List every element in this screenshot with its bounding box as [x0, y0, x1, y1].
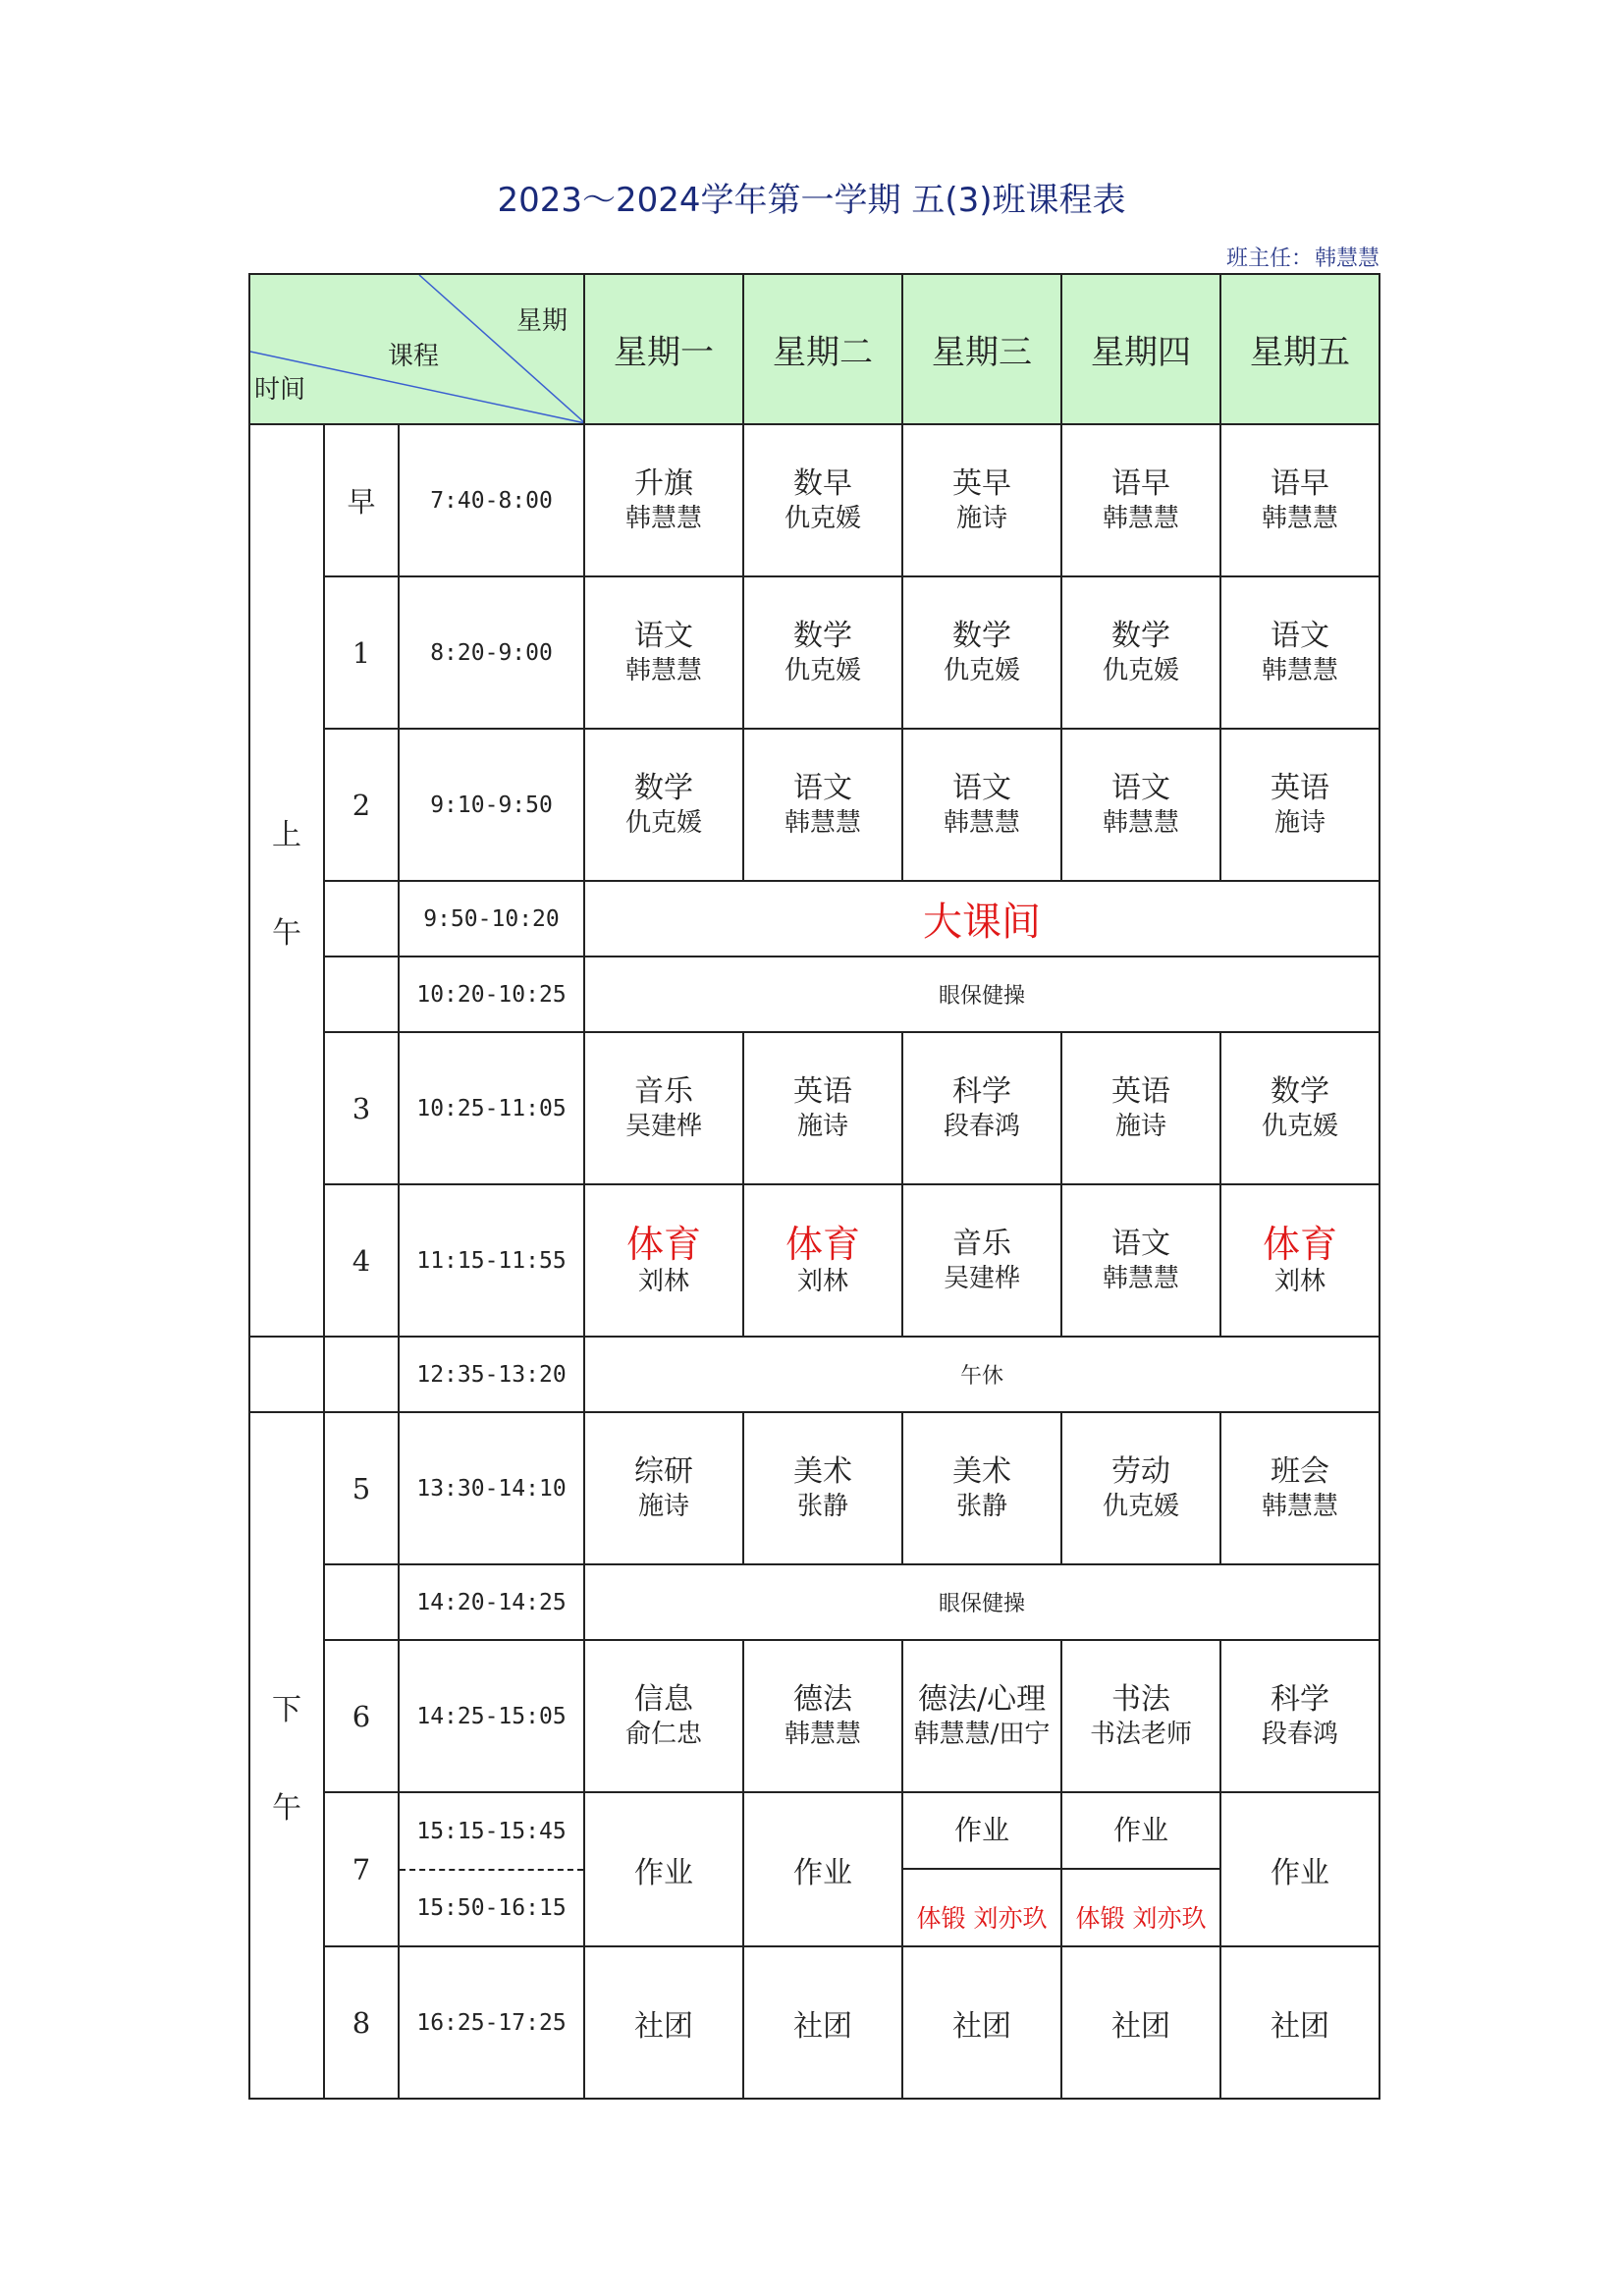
eye-exercise-cell: 眼保健操	[584, 957, 1380, 1032]
class-cell: 综研 施诗	[584, 1412, 743, 1564]
table-row	[249, 1412, 1380, 1564]
class-cell: 语文 韩慧慧	[1220, 576, 1380, 729]
period-time: 15:50-16:15	[416, 1894, 567, 1921]
corner-time-label: 时间	[254, 375, 306, 405]
table-row	[249, 729, 1380, 881]
period-time: 14:25-15:05	[399, 1640, 584, 1792]
period-number: 8	[324, 1946, 399, 2099]
homework-cell: 作业	[584, 1792, 743, 1946]
period-time: 11:15-11:55	[399, 1184, 584, 1337]
period-time: 15:15-15:45	[400, 1794, 583, 1871]
table-row	[249, 1564, 1380, 1640]
club-cell: 社团	[584, 1946, 743, 2099]
noon-break-cell: 午休	[584, 1337, 1380, 1412]
split-cell	[1061, 1792, 1220, 1946]
homework-cell: 作业	[743, 1792, 902, 1946]
class-cell: 体育 刘林	[1220, 1184, 1380, 1337]
table-row	[249, 1792, 1380, 1946]
table-row	[249, 1946, 1380, 2099]
headteacher-label: 班主任：	[1225, 246, 1313, 271]
period-time: 9:10-9:50	[399, 729, 584, 881]
class-cell: 数学 仇克媛	[743, 576, 902, 729]
table-row	[249, 1184, 1380, 1337]
class-cell: 语文 韩慧慧	[743, 729, 902, 881]
period-time: 8:20-9:00	[399, 576, 584, 729]
class-cell: 体育 刘林	[743, 1184, 902, 1337]
class-cell: 体育 刘林	[584, 1184, 743, 1337]
class-cell: 数学 仇克媛	[1220, 1032, 1380, 1184]
page-title: 2023～2024学年第一学期 五(3)班课程表	[497, 181, 1126, 220]
schedule-table	[248, 273, 1380, 2100]
eye-exercise-cell: 眼保健操	[584, 1564, 1380, 1640]
period-time: 12:35-13:20	[399, 1337, 584, 1412]
morning-label: 上 午	[249, 424, 324, 1337]
period-time: 7:40-8:00	[399, 424, 584, 576]
table-row	[249, 1337, 1380, 1412]
class-cell: 德法 韩慧慧	[743, 1640, 902, 1792]
class-cell: 语文 韩慧慧	[1061, 1184, 1220, 1337]
class-cell: 德法/心理 韩慧慧/田宁	[902, 1640, 1061, 1792]
day-header: 星期四	[1061, 274, 1220, 424]
class-cell: 科学 段春鸿	[902, 1032, 1061, 1184]
class-cell: 数早 仇克媛	[743, 424, 902, 576]
corner-cell	[249, 274, 584, 424]
class-cell: 音乐 吴建桦	[584, 1032, 743, 1184]
table-row	[249, 1640, 1380, 1792]
day-header: 星期二	[743, 274, 902, 424]
homework-cell: 作业	[903, 1793, 1060, 1870]
table-row	[249, 576, 1380, 729]
day-header: 星期三	[902, 274, 1061, 424]
class-cell: 信息 俞仁忠	[584, 1640, 743, 1792]
class-cell: 语早 韩慧慧	[1220, 424, 1380, 576]
homework-cell: 作业	[1220, 1792, 1380, 1946]
table-row	[249, 881, 1380, 957]
club-cell: 社团	[1220, 1946, 1380, 2099]
day-header: 星期五	[1220, 274, 1380, 424]
class-cell: 美术 张静	[743, 1412, 902, 1564]
class-cell: 升旗 韩慧慧	[584, 424, 743, 576]
class-cell: 英语 施诗	[1061, 1032, 1220, 1184]
class-cell: 英早 施诗	[902, 424, 1061, 576]
class-cell: 数学 仇克媛	[902, 576, 1061, 729]
period-number	[324, 957, 399, 1032]
period-number: 5	[324, 1412, 399, 1564]
class-cell: 语早 韩慧慧	[1061, 424, 1220, 576]
period-number: 7	[324, 1792, 399, 1946]
period-number: 4	[324, 1184, 399, 1337]
homework-cell: 作业	[1062, 1793, 1219, 1870]
period-time: 16:25-17:25	[399, 1946, 584, 2099]
class-cell: 劳动 仇克媛	[1061, 1412, 1220, 1564]
period-time: 9:50-10:20	[399, 881, 584, 957]
break-cell: 大课间	[584, 881, 1380, 957]
club-cell: 社团	[902, 1946, 1061, 2099]
period-number: 3	[324, 1032, 399, 1184]
period-number: 1	[324, 576, 399, 729]
period-number	[324, 881, 399, 957]
class-cell: 语文 韩慧慧	[902, 729, 1061, 881]
corner-course-label: 课程	[388, 342, 440, 371]
class-cell: 英语 施诗	[743, 1032, 902, 1184]
class-cell: 音乐 吴建桦	[902, 1184, 1061, 1337]
club-cell: 社团	[1061, 1946, 1220, 2099]
period-number: 2	[324, 729, 399, 881]
period-number	[324, 1564, 399, 1640]
class-cell: 数学 仇克媛	[1061, 576, 1220, 729]
class-cell: 书法 书法老师	[1061, 1640, 1220, 1792]
headteacher-line	[1224, 242, 1380, 272]
split-cell	[902, 1792, 1061, 1946]
table-row	[249, 1032, 1380, 1184]
period-number: 早	[324, 424, 399, 576]
exercise-cell: 体锻 刘亦玖	[916, 1904, 1048, 1933]
period-number: 6	[324, 1640, 399, 1792]
period-time: 10:20-10:25	[399, 957, 584, 1032]
header-row	[249, 274, 1380, 424]
class-cell: 美术 张静	[902, 1412, 1061, 1564]
period-time: 14:20-14:25	[399, 1564, 584, 1640]
class-cell: 数学 仇克媛	[584, 729, 743, 881]
period-time-split	[399, 1792, 584, 1946]
table-row	[249, 957, 1380, 1032]
headteacher-name: 韩慧慧	[1314, 246, 1380, 271]
class-cell: 语文 韩慧慧	[584, 576, 743, 729]
period-number	[324, 1337, 399, 1412]
class-cell: 英语 施诗	[1220, 729, 1380, 881]
class-cell: 语文 韩慧慧	[1061, 729, 1220, 881]
exercise-cell: 体锻 刘亦玖	[1075, 1904, 1207, 1933]
period-time: 10:25-11:05	[399, 1032, 584, 1184]
club-cell: 社团	[743, 1946, 902, 2099]
table-row	[249, 424, 1380, 576]
corner-week-label: 星期	[516, 306, 568, 336]
class-cell: 班会 韩慧慧	[1220, 1412, 1380, 1564]
period-time: 13:30-14:10	[399, 1412, 584, 1564]
class-cell: 科学 段春鸿	[1220, 1640, 1380, 1792]
half-day-label	[249, 1337, 324, 1412]
day-header: 星期一	[584, 274, 743, 424]
afternoon-label: 下 午	[249, 1412, 324, 2099]
